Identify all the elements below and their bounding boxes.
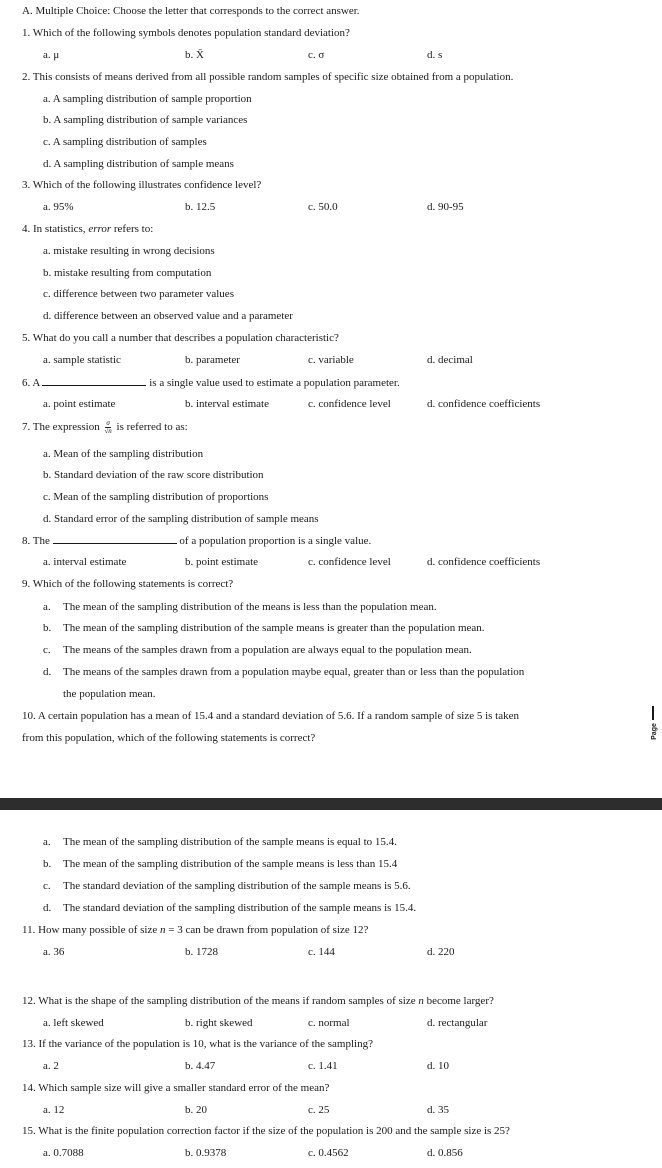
option-10a: The mean of the sampling distribution of the sample means is equal to 15.4. xyxy=(63,836,397,848)
option-8b: b. point estimate xyxy=(185,556,259,568)
option-14c: c. 25 xyxy=(308,1104,330,1116)
question-15: 15. What is the finite population correction factor if the size of the population is 200 and the sample size is 25? xyxy=(22,1125,510,1137)
option-5d: d. decimal xyxy=(427,354,473,366)
option-6a: a. point estimate xyxy=(43,398,116,410)
option-1d: d. s xyxy=(427,49,443,61)
page-divider xyxy=(0,798,662,810)
option-3a: a. 95% xyxy=(43,201,74,213)
option-14d: d. 35 xyxy=(427,1104,449,1116)
option-13d: d. 10 xyxy=(427,1060,449,1072)
option-10c: The standard deviation of the sampling distribution of the sample means is 5.6. xyxy=(63,880,411,892)
option-3c: c. 50.0 xyxy=(308,201,338,213)
option-6d: d. confidence coefficients xyxy=(427,398,541,410)
option-9d: The means of the samples drawn from a population maybe equal, greater than or less than the population xyxy=(63,666,525,678)
option-7d: d. Standard error of the sampling distribution of sample means xyxy=(43,513,319,525)
option-4a: a. mistake resulting in wrong decisions xyxy=(43,245,215,257)
option-10d-letter: d. xyxy=(43,902,52,914)
option-15d: d. 0.856 xyxy=(427,1147,463,1159)
option-12a: a. left skewed xyxy=(43,1017,104,1029)
option-11a: a. 36 xyxy=(43,946,65,958)
option-13c: c. 1.41 xyxy=(308,1060,338,1072)
option-2b: b. A sampling distribution of sample variances xyxy=(43,114,248,126)
option-9c-letter: c. xyxy=(43,644,51,656)
option-7b: b. Standard deviation of the raw score distribution xyxy=(43,469,264,481)
option-5a: a. sample statistic xyxy=(43,354,121,366)
option-13a: a. 2 xyxy=(43,1060,59,1072)
question-4: 4. In statistics, error refers to: xyxy=(22,223,154,235)
question-6: 6. A is a single value used to estimate a population parameter. xyxy=(22,377,400,389)
option-12d: d. rectangular xyxy=(427,1017,488,1029)
option-11d: d. 220 xyxy=(427,946,455,958)
option-14a: a. 12 xyxy=(43,1104,65,1116)
option-5c: c. variable xyxy=(308,354,354,366)
option-10c-letter: c. xyxy=(43,880,51,892)
question-7: 7. The expression $\frac{\sigma}{√n}$ is referred to as: xyxy=(22,419,188,435)
option-9c: The means of the samples drawn from a population are always equal to the population mean. xyxy=(63,644,472,656)
question-3: 3. Which of the following illustrates confidence level? xyxy=(22,179,262,191)
option-10d: The standard deviation of the sampling distribution of the sample means is 15.4. xyxy=(63,902,417,914)
question-12: 12. What is the shape of the sampling distribution of the means if random samples of size n become larger? xyxy=(22,995,494,1007)
option-10b: The mean of the sampling distribution of the sample means is less than 15.4 xyxy=(63,858,398,870)
question-13: 13. If the variance of the population is 10, what is the variance of the sampling? xyxy=(22,1038,373,1050)
option-4d: d. difference between an observed value and a parameter xyxy=(43,310,293,322)
option-10a-letter: a. xyxy=(43,836,51,848)
option-4b: b. mistake resulting from computation xyxy=(43,267,212,279)
option-9d-continued: the population mean. xyxy=(63,688,156,700)
option-1b: b. X̄ xyxy=(185,49,204,61)
question-9: 9. Which of the following statements is correct? xyxy=(22,578,234,590)
option-11c: c. 144 xyxy=(308,946,335,958)
option-4c: c. difference between two parameter values xyxy=(43,288,234,300)
option-2a: a. A sampling distribution of sample proportion xyxy=(43,93,252,105)
question-8: 8. The of a population proportion is a single value. xyxy=(22,535,372,547)
option-6c: c. confidence level xyxy=(308,398,391,410)
option-7a: a. Mean of the sampling distribution xyxy=(43,448,204,460)
page-label: Page xyxy=(650,723,658,740)
option-10b-letter: b. xyxy=(43,858,52,870)
option-2d: d. A sampling distribution of sample means xyxy=(43,158,234,170)
question-10-line-1: 10. A certain population has a mean of 15.4 and a standard deviation of 5.6. If a random sample of size 5 is taken xyxy=(22,710,519,722)
page-marker-bar xyxy=(652,706,654,720)
option-12b: b. right skewed xyxy=(185,1017,253,1029)
question-14: 14. Which sample size will give a smaller standard error of the mean? xyxy=(22,1082,330,1094)
option-8a: a. interval estimate xyxy=(43,556,127,568)
option-1a: a. μ xyxy=(43,49,60,61)
option-9d-letter: d. xyxy=(43,666,52,678)
question-5: 5. What do you call a number that describes a population characteristic? xyxy=(22,332,339,344)
option-15a: a. 0.7088 xyxy=(43,1147,84,1159)
option-15c: c. 0.4562 xyxy=(308,1147,349,1159)
option-11b: b. 1728 xyxy=(185,946,218,958)
option-3d: d. 90-95 xyxy=(427,201,464,213)
option-1c: c. σ xyxy=(308,49,325,61)
answer-blank-6 xyxy=(42,375,146,386)
option-5b: b. parameter xyxy=(185,354,240,366)
option-15b: b. 0.9378 xyxy=(185,1147,227,1159)
option-14b: b. 20 xyxy=(185,1104,207,1116)
question-1: 1. Which of the following symbols denotes population standard deviation? xyxy=(22,27,350,39)
option-9a: The mean of the sampling distribution of the means is less than the population mean. xyxy=(63,601,437,613)
option-9b-letter: b. xyxy=(43,622,52,634)
option-8c: c. confidence level xyxy=(308,556,391,568)
option-7c: c. Mean of the sampling distribution of proportions xyxy=(43,491,269,503)
sigma-over-root-n-fraction: $\frac{\sigma}{√n}$ xyxy=(104,419,112,435)
option-13b: b. 4.47 xyxy=(185,1060,216,1072)
question-11: 11. How many possible of size n = 3 can be drawn from population of size 12? xyxy=(22,924,369,936)
option-12c: c. normal xyxy=(308,1017,350,1029)
option-6b: b. interval estimate xyxy=(185,398,269,410)
option-9a-letter: a. xyxy=(43,601,51,613)
option-2c: c. A sampling distribution of samples xyxy=(43,136,207,148)
answer-blank-8 xyxy=(53,533,177,544)
option-8d: d. confidence coefficients xyxy=(427,556,541,568)
option-3b: b. 12.5 xyxy=(185,201,216,213)
question-2: 2. This consists of means derived from all possible random samples of specific size obtained from a population. xyxy=(22,71,514,83)
question-10-line-2: from this population, which of the following statements is correct? xyxy=(22,732,316,744)
instructions: A. Multiple Choice: Choose the letter that corresponds to the correct answer. xyxy=(22,5,360,17)
option-9b: The mean of the sampling distribution of the sample means is greater than the population mean. xyxy=(63,622,485,634)
